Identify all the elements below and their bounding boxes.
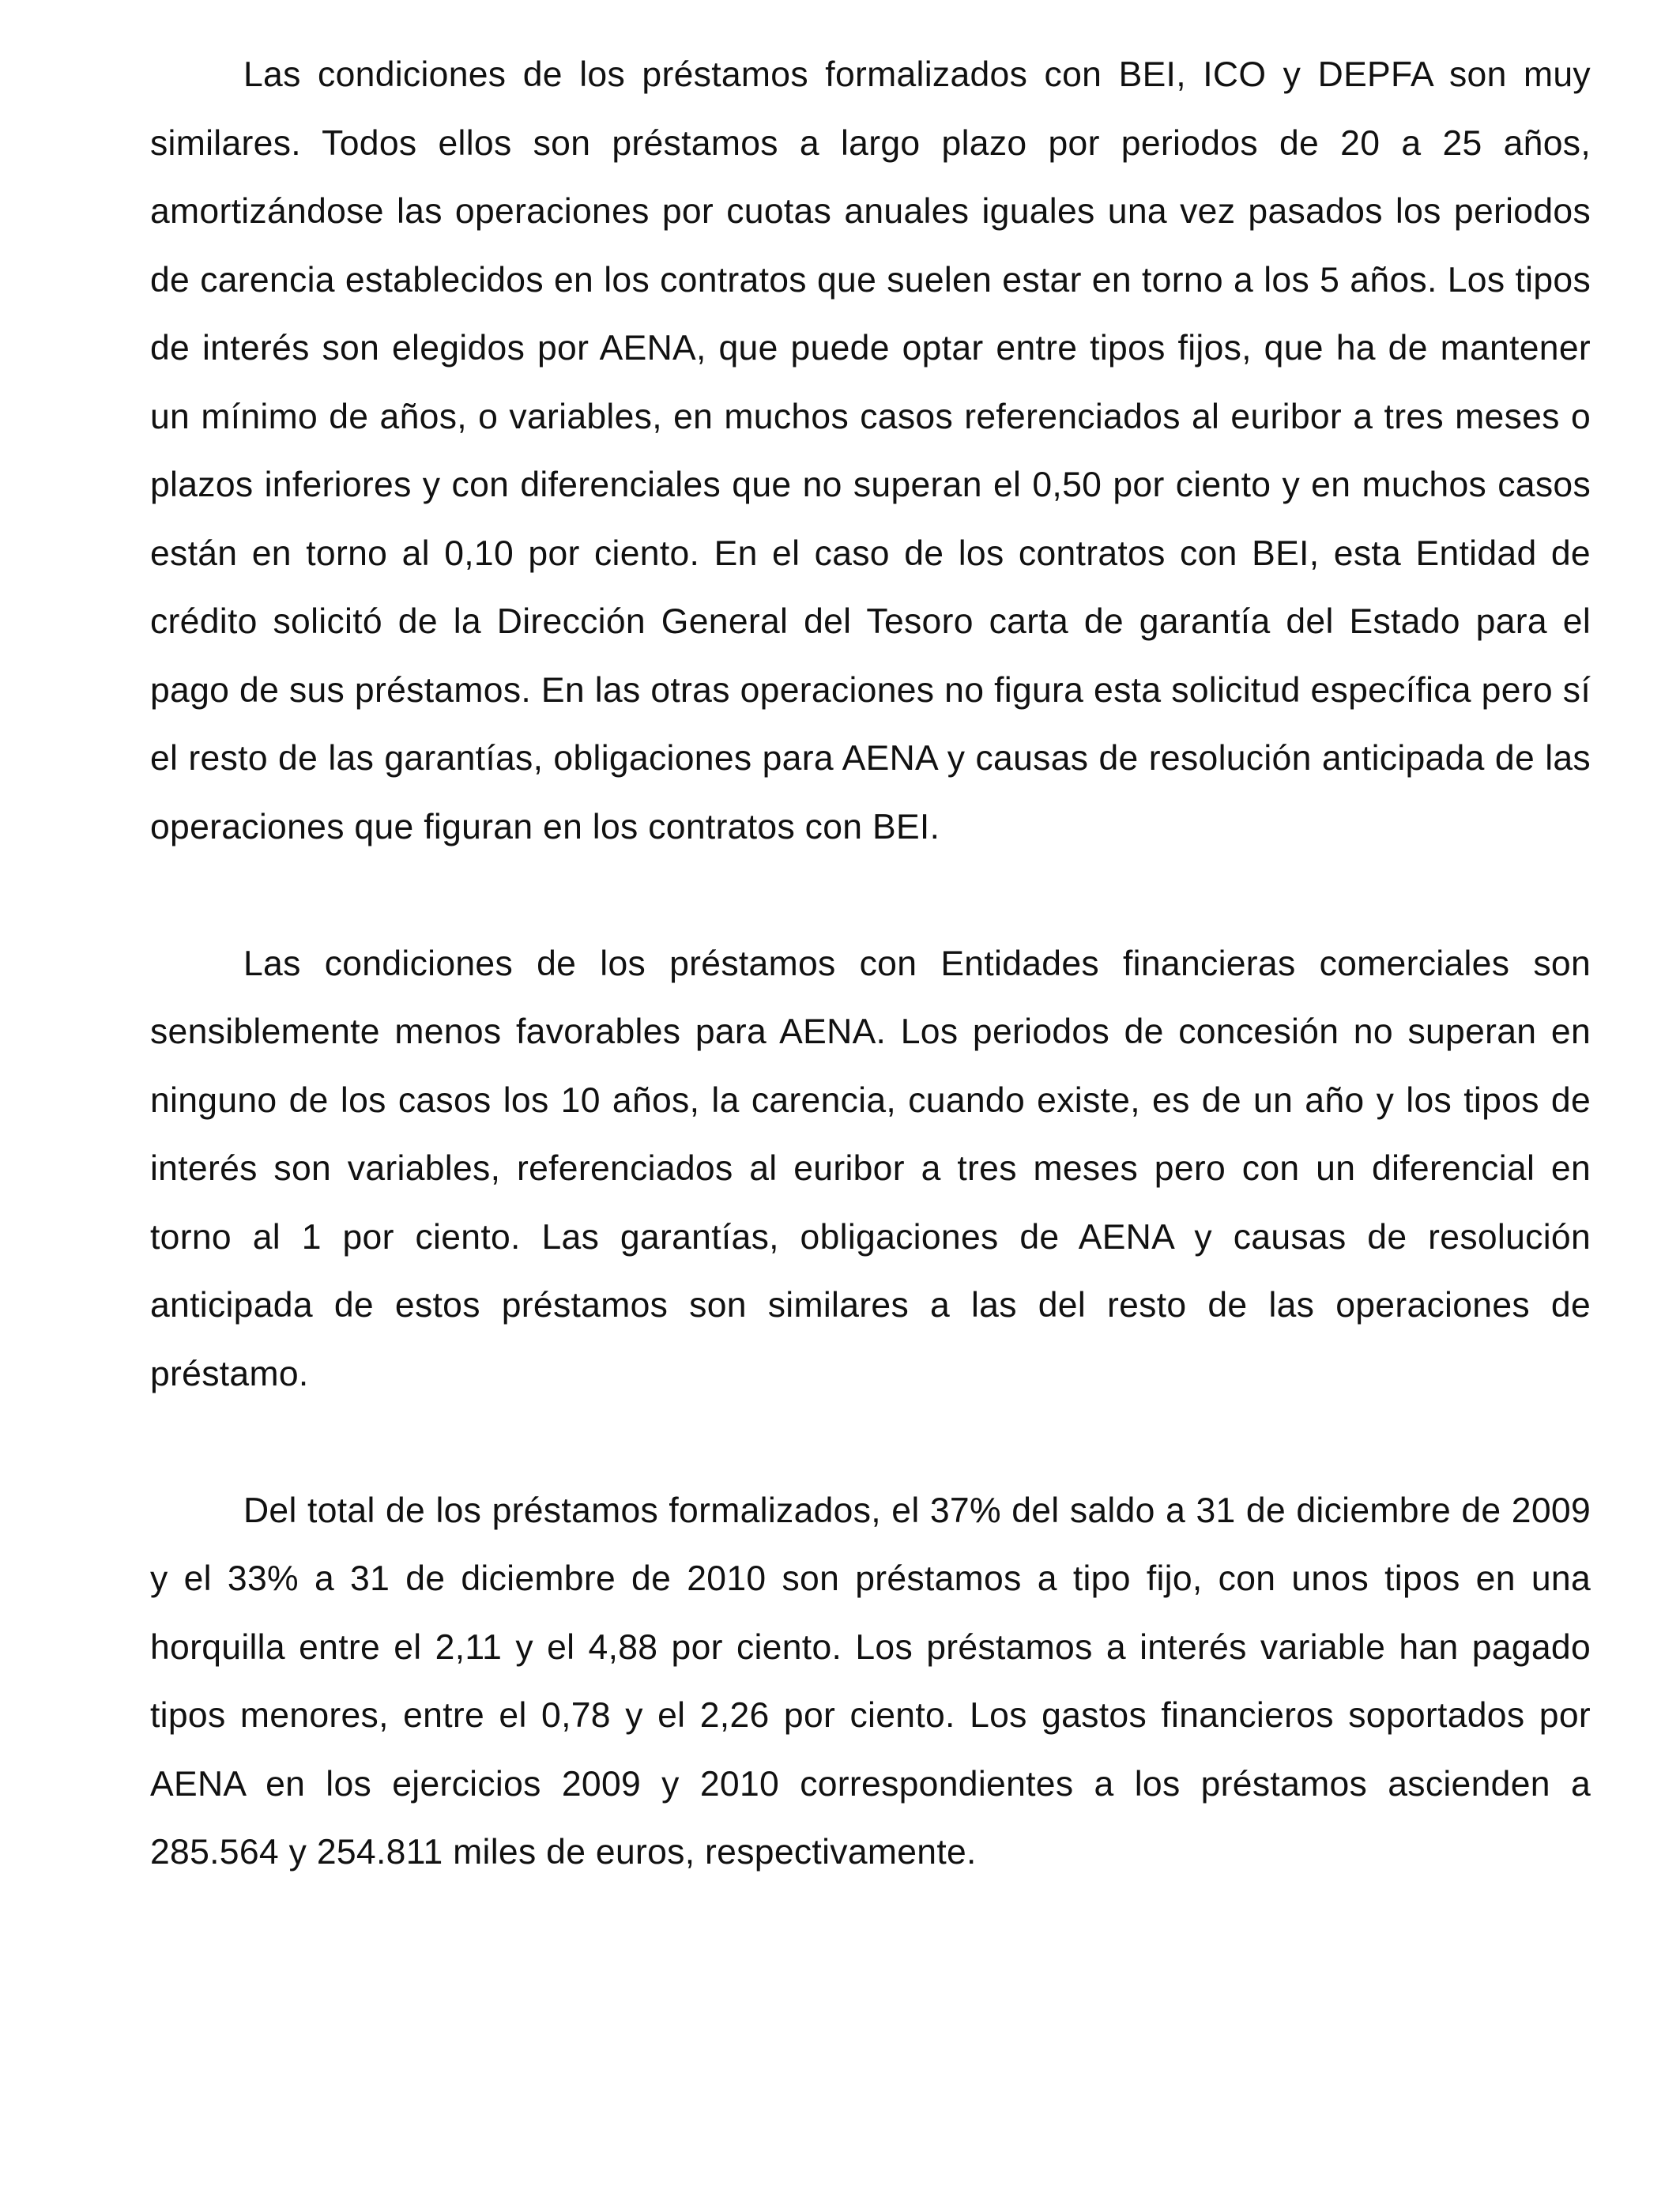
document-page: [150, 41, 1591, 1887]
paragraph-loan-interest-summary: Del total de los préstamos formalizados, el 37% del saldo a 31 de diciembre de 2009 y el 33% a 31 de diciembre de 2010 son préstamos a tipo fijo, con unos tipos en una horquilla entre el 2,11 y el 4,88 por ciento. Los préstamos a interés variable han pagado tipos menores, entre el 0,78 y el 2,26 por ciento. Los gastos financieros soportados por AENA en los ejercicios 2009 y 2010 correspondientes a los préstamos ascienden a 285.564 y 254.811 miles de euros, respectivamente.: [150, 1491, 1591, 1872]
paragraph-bei-ico-depfa-conditions: Las condiciones de los préstamos formalizados con BEI, ICO y DEPFA son muy similares. Todos ellos son préstamos a largo plazo por periodos de 20 a 25 años, amortizándose las operaciones por cuotas anuales iguales una vez pasados los periodos de carencia establecidos en los contratos que suelen estar en torno a los 5 años. Los tipos de interés son elegidos por AENA, que puede optar entre tipos fijos, que ha de mantener un mínimo de años, o variables, en muchos casos referenciados al euribor a tres meses o plazos inferiores y con diferenciales que no superan el 0,50 por ciento y en muchos casos están en torno al 0,10 por ciento. En el caso de los contratos con BEI, esta Entidad de crédito solicitó de la Dirección General del Tesoro carta de garantía del Estado para el pago de sus préstamos. En las otras operaciones no figura esta solicitud específica pero sí el resto de las garantías, obligaciones para AENA y causas de resolución anticipada de las operaciones que figuran en los contratos con BEI.: [150, 55, 1591, 846]
paragraph-commercial-loan-conditions: Las condiciones de los préstamos con Entidades financieras comerciales son sensiblemente menos favorables para AENA. Los periodos de concesión no superan en ninguno de los casos los 10 años, la carencia, cuando existe, es de un año y los tipos de interés son variables, referenciados al euribor a tres meses pero con un diferencial en torno al 1 por ciento. Las garantías, obligaciones de AENA y causas de resolución anticipada de estos préstamos son similares a las del resto de las operaciones de préstamo.: [150, 944, 1591, 1393]
